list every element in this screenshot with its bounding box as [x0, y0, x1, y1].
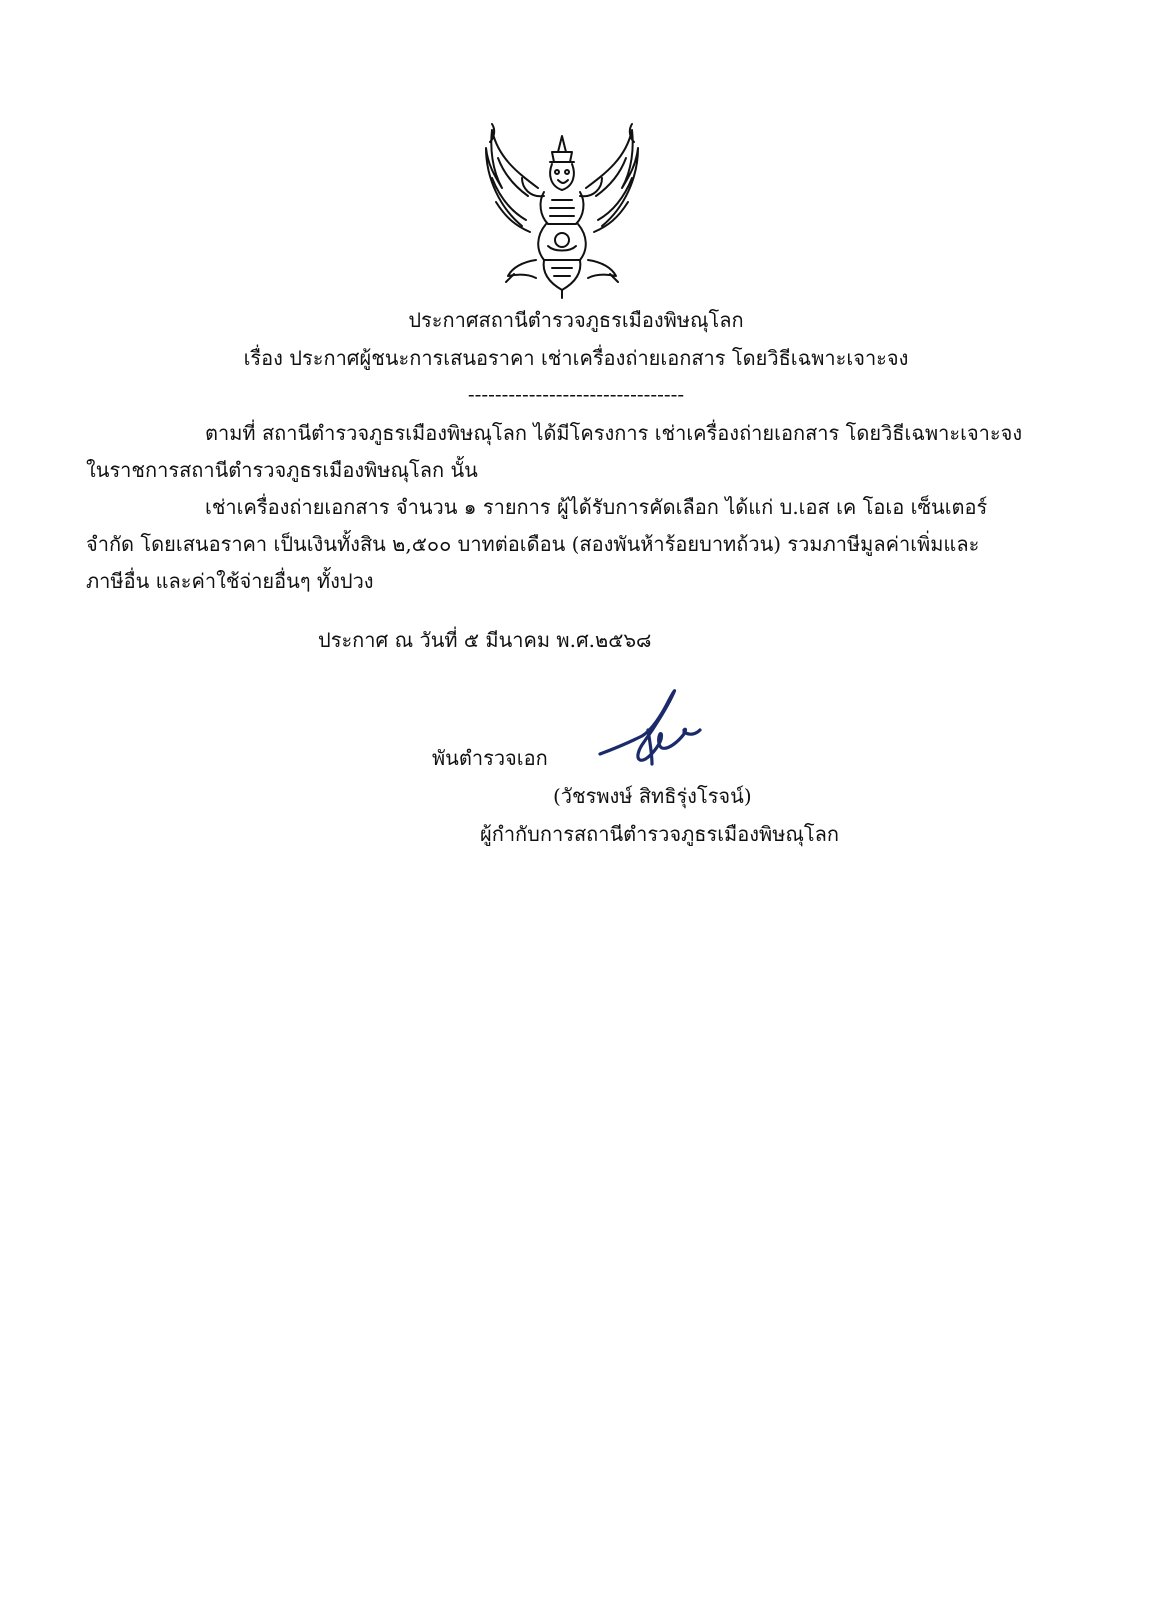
paragraph-2-line-3: ภาษีอื่น และค่าใช้จ่ายอื่นๆ ทั้งปวง	[86, 569, 374, 593]
document-title: ประกาศสถานีตำรวจภูธรเมืองพิษณุโลก	[408, 308, 744, 332]
handwritten-signature	[596, 684, 704, 770]
announcement-date: ประกาศ ณ วันที่ ๕ มีนาคม พ.ศ.๒๕๖๘	[318, 628, 652, 652]
document-subject: เรื่อง ประกาศผู้ชนะการเสนอราคา เช่าเครื่องถ่ายเอกสาร โดยวิธีเฉพาะเจาะจง	[243, 346, 909, 370]
paragraph-1-line-2: ในราชการสถานีตำรวจภูธรเมืองพิษณุโลก นั้น	[86, 458, 478, 482]
title-divider: --------------------------------	[467, 382, 685, 406]
signer-name: (วัชรพงษ์ สิทธิรุ่งโรจน์)	[553, 784, 752, 808]
paragraph-2-line-1: เช่าเครื่องถ่ายเอกสาร จำนวน ๑ รายการ ผู้ได้รับการคัดเลือก ได้แก่ บ.เอส เค โอเอ เซ็นเตอร์	[205, 495, 988, 519]
signer-rank: พันตำรวจเอก	[432, 746, 548, 770]
garuda-emblem-icon	[478, 118, 646, 302]
paragraph-1-line-1: ตามที่ สถานีตำรวจภูธรเมืองพิษณุโลก ได้มีโครงการ เช่าเครื่องถ่ายเอกสาร โดยวิธีเฉพาะเจาะจง	[205, 421, 1023, 445]
paragraph-2-line-2: จำกัด โดยเสนอราคา เป็นเงินทั้งสิน ๒,๕๐๐ บาทต่อเดือน (สองพันห้าร้อยบาทถ้วน) รวมภาษีมูลค่าเพิ่มและ	[86, 532, 980, 556]
signer-position: ผู้กำกับการสถานีตำรวจภูธรเมืองพิษณุโลก	[480, 822, 840, 846]
